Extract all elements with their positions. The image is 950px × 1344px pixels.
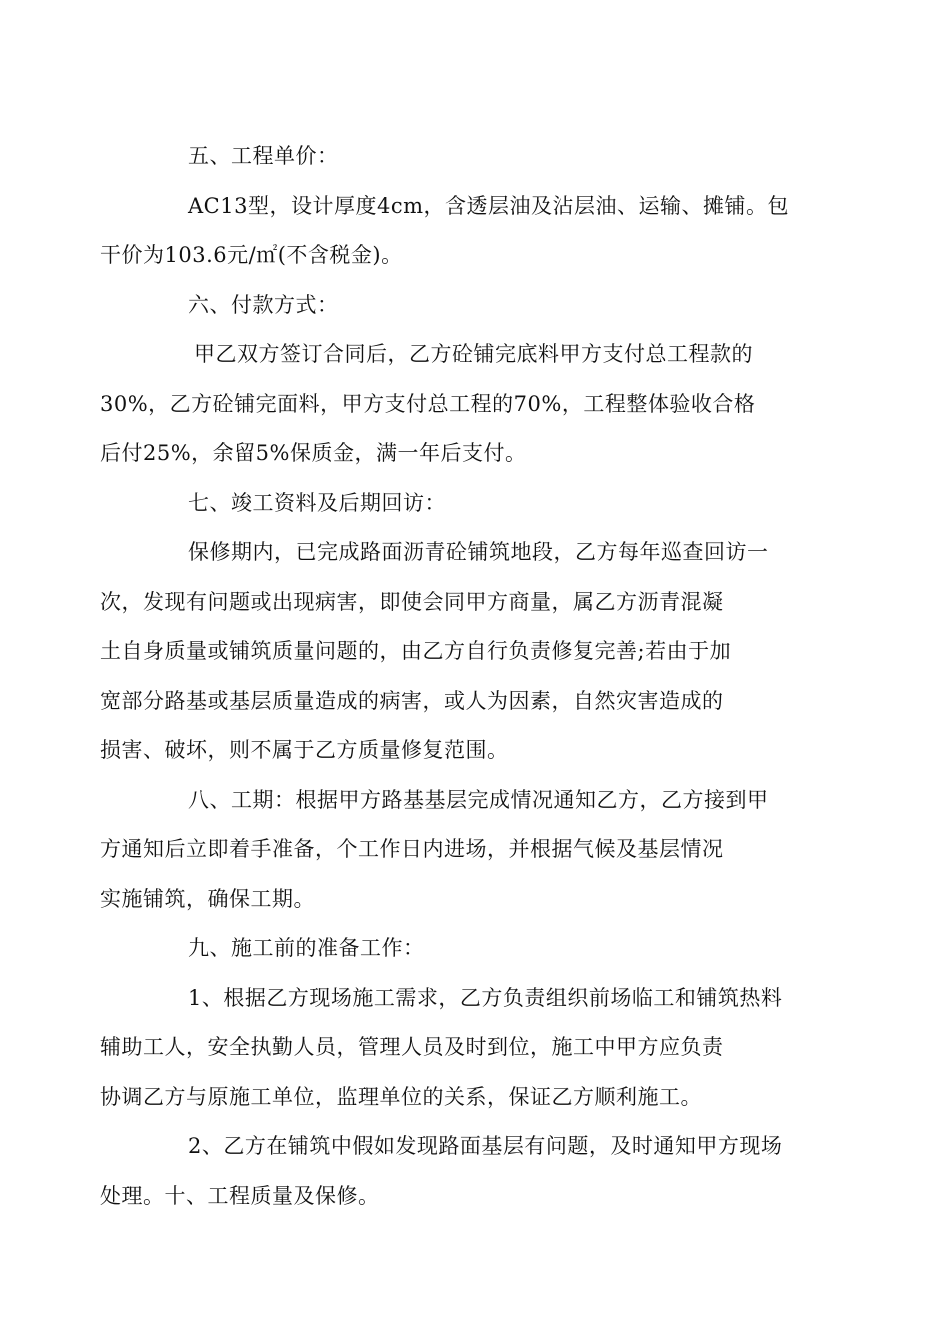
section-heading-completion bbox=[144, 479, 809, 529]
paragraph-preparation-item-2 bbox=[100, 1122, 809, 1221]
text-line: 损害、破坏，则不属于乙方质量修复范围。 bbox=[100, 738, 509, 762]
section-heading-payment bbox=[144, 281, 809, 331]
text-line: 保修期内，已完成路面沥青砼铺筑地段，乙方每年巡查回访一 bbox=[188, 540, 769, 564]
paragraph-payment-detail bbox=[100, 330, 809, 479]
text-line: 1、根据乙方现场施工需求，乙方负责组织前场临工和铺筑热料 bbox=[188, 985, 783, 1010]
text-line: 土自身质量或铺筑质量问题的，由乙方自行负责修复完善;若由于加 bbox=[100, 639, 732, 663]
text-line: 2、乙方在铺筑中假如发现路面基层有问题，及时通知甲方现场 bbox=[188, 1134, 783, 1158]
text-line: 次，发现有问题或出现病害，即使会同甲方商量，属乙方沥青混凝 bbox=[100, 589, 724, 614]
text-line: 30%，乙方砼铺完面料，甲方支付总工程的70%，工程整体验收合格 bbox=[100, 391, 756, 416]
text-line: 后付25%，余留5%保质金，满一年后支付。 bbox=[100, 441, 527, 465]
document-body bbox=[100, 132, 809, 1221]
paragraph-schedule bbox=[100, 776, 809, 925]
text-line: 处理。十、工程质量及保修。 bbox=[100, 1183, 380, 1208]
text-line: 方通知后立即着手准备，个工作日内进场，并根据气候及基层情况 bbox=[100, 837, 724, 861]
text-line: 五、工程单价： bbox=[188, 144, 339, 168]
text-line: 七、竣工资料及后期回访： bbox=[188, 490, 446, 515]
text-line: 六、付款方式： bbox=[188, 292, 339, 317]
text-line: 宽部分路基或基层质量造成的病害，或人为因素，自然灾害造成的 bbox=[100, 688, 724, 713]
text-line: 八、工期：根据甲方路基基层完成情况通知乙方，乙方接到甲 bbox=[188, 787, 769, 812]
text-line: 甲乙双方签订合同后，乙方砼铺完底料甲方支付总工程款的 bbox=[194, 342, 753, 366]
section-heading-preparation bbox=[144, 924, 809, 974]
paragraph-unit-price-detail bbox=[100, 182, 809, 281]
text-line: 干价为103.6元/㎡(不含税金)。 bbox=[100, 243, 403, 267]
section-heading-unit-price bbox=[144, 132, 809, 182]
text-line: AC13型，设计厚度4cm，含透层油及沾层油、运输、摊铺。包 bbox=[188, 193, 789, 218]
text-line: 辅助工人，安全执勤人员，管理人员及时到位，施工中甲方应负责 bbox=[100, 1035, 724, 1059]
paragraph-preparation-item-1 bbox=[100, 974, 809, 1123]
text-line: 实施铺筑，确保工期。 bbox=[100, 886, 315, 911]
paragraph-warranty-detail bbox=[100, 528, 809, 776]
text-line: 协调乙方与原施工单位，监理单位的关系，保证乙方顺利施工。 bbox=[100, 1084, 702, 1109]
text-line: 九、施工前的准备工作： bbox=[188, 936, 425, 960]
